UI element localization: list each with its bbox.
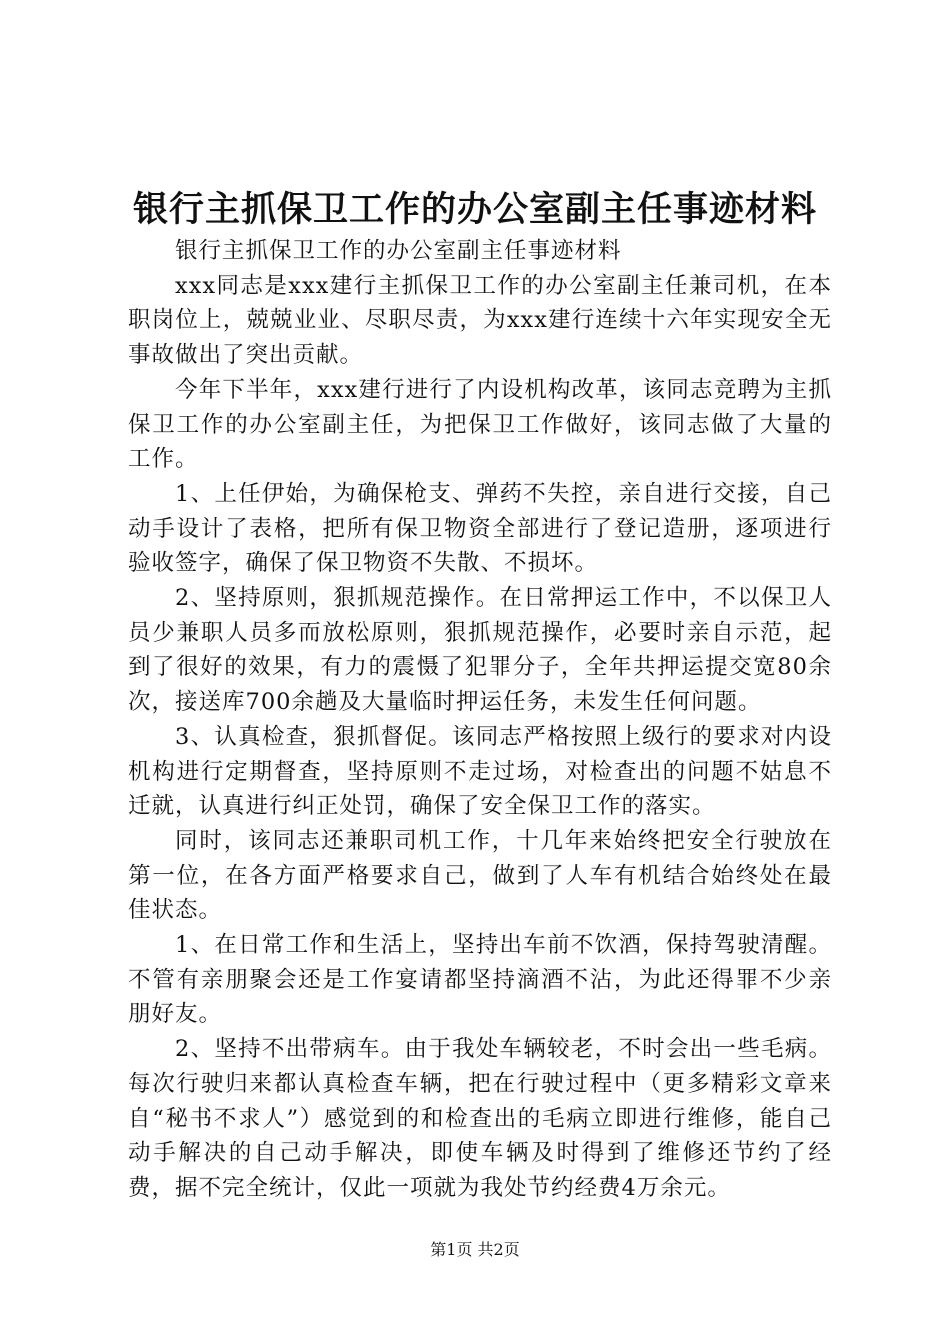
document-title: 银行主抓保卫工作的办公室副主任事迹材料	[132, 189, 817, 230]
document-body	[128, 234, 832, 1206]
body-paragraph-1: 银行主抓保卫工作的办公室副主任事迹材料	[175, 238, 622, 264]
body-paragraph-8: 1、在日常工作和生活上，坚持出车前不饮酒，保持驾驶清醒。不管有亲朋聚会还是工作宴请都坚持滴酒不沾，为此还得罪不少亲朋好友。	[128, 932, 832, 1028]
body-paragraph-9: 2、坚持不出带病车。由于我处车辆较老，不时会出一些毛病。每次行驶归来都认真检查车辆，把在行驶过程中（更多精彩文章来自“秘书不求人”）感觉到的和检查出的毛病立即进行维修，能自己动手解决的自己动手解决，即使车辆及时得到了维修还节约了经费，据不完全统计，仅此一项就为我处节约经费4万余元。	[128, 1036, 832, 1201]
body-paragraph-6: 3、认真检查，狠抓督促。该同志严格按照上级行的要求对内设机构进行定期督查，坚持原则不走过场，对检查出的问题不姑息不迁就，认真进行纠正处罚，确保了安全保卫工作的落实。	[128, 723, 832, 820]
body-paragraph-4: 1、上任伊始，为确保枪支、弹药不失控，亲自进行交接，自己动手设计了表格，把所有保卫物资全部进行了登记造册，逐项进行验收签字，确保了保卫物资不失散、不损坏。	[128, 480, 832, 577]
page-footer: 第1页 共2页	[430, 1240, 520, 1259]
body-paragraph-2: xxx同志是xxx建行主抓保卫工作的办公室副主任兼司机，在本职岗位上，兢兢业业、尽职尽责，为xxx建行连续十六年实现安全无事故做出了突出贡献。	[128, 272, 832, 369]
body-paragraph-7: 同时，该同志还兼职司机工作，十几年来始终把安全行驶放在第一位，在各方面严格要求自己，做到了人车有机结合始终处在最佳状态。	[128, 827, 832, 924]
body-paragraph-3: 今年下半年，xxx建行进行了内设机构改革，该同志竞聘为主抓保卫工作的办公室副主任，为把保卫工作做好，该同志做了大量的工作。	[128, 376, 832, 473]
body-paragraph-5: 2、坚持原则，狠抓规范操作。在日常押运工作中，不以保卫人员少兼职人员多而放松原则，狠抓规范操作，必要时亲自示范，起到了很好的效果，有力的震慑了犯罪分子，全年共押运提交宽80余次，接送库700余趟及大量临时押运任务，未发生任何问题。	[128, 585, 832, 716]
